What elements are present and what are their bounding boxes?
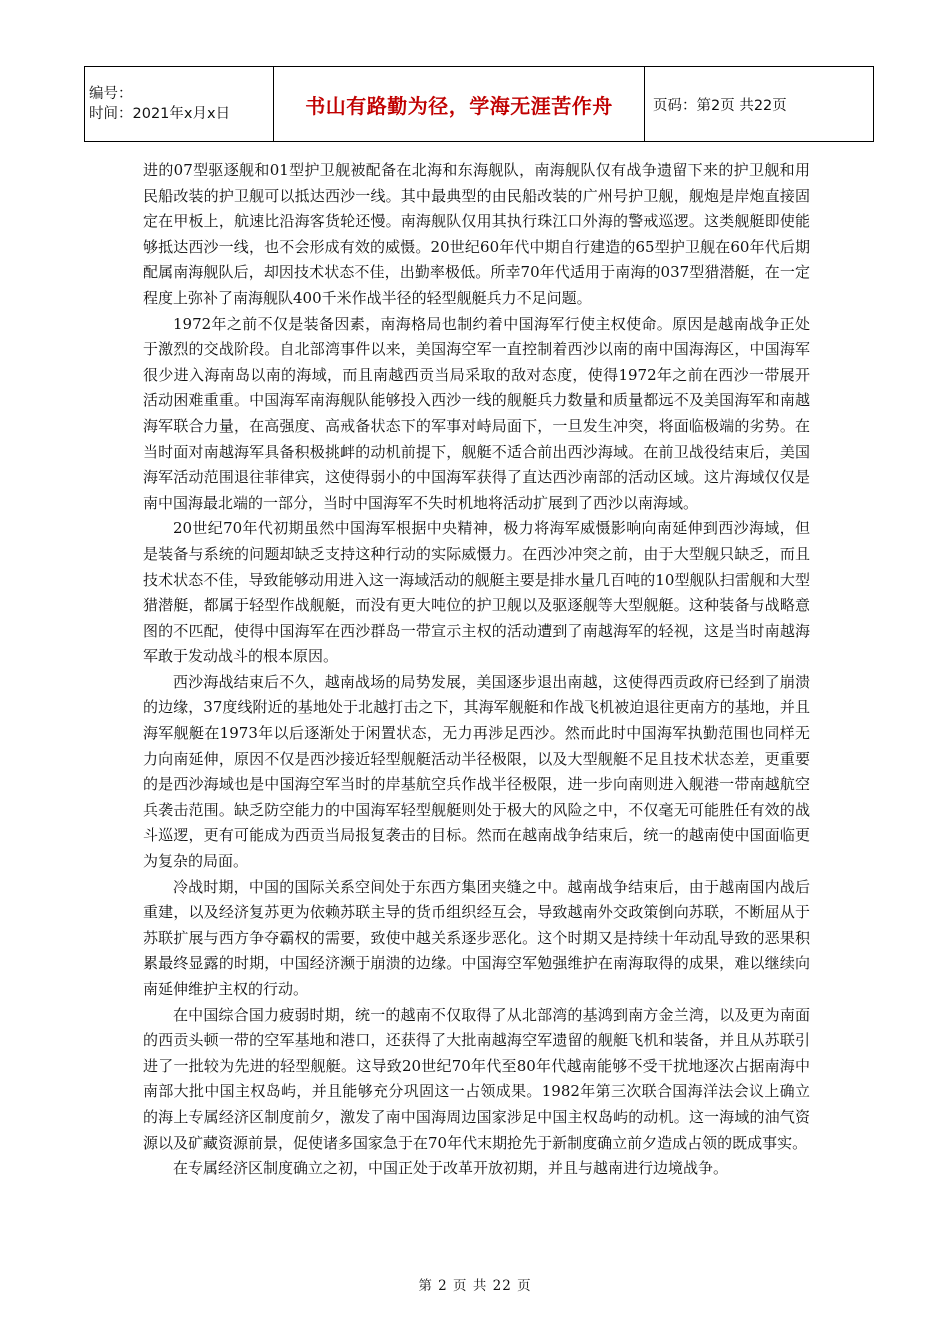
paragraph-1: 进的07型驱逐舰和01型护卫舰被配备在北海和东海舰队，南海舰队仅有战争遗留下来的护卫舰和用民船改装的护卫舰可以抵达西沙一线。其中最典型的由民船改装的广州号护卫舰，舰炮是岸炮直接固定在甲板上，航速比沿海客货轮还慢。南海舰队仅用其执行珠江口外海的警戒巡逻。这类舰艇即使能够抵达西沙一线，也不会形成有效的威慑。20世纪60年代中期自行建造的65型护卫舰在60年代后期配属南海舰队后，却因技术状态不佳，出勤率极低。所幸70年代适用于南海的037型猎潜艇，在一定程度上弥补了南海舰队400千米作战半径的轻型舰艇兵力不足问题。: [143, 161, 810, 307]
paragraph-3: 20世纪70年代初期虽然中国海军根据中央精神，极力将海军威慑影响向南延伸到西沙海域，但是装备与系统的问题却缺乏支持这种行动的实际威慑力。在西沙冲突之前，由于大型舰只缺乏，而且技术状态不佳，导致能够动用进入这一海域活动的舰艇主要是排水量几百吨的10型舰队扫雷舰和大型猎潜艇，都属于轻型作战舰艇，而没有更大吨位的护卫舰以及驱逐舰等大型舰艇。这种装备与战略意图的不匹配，使得中国海军在西沙群岛一带宣示主权的活动遭到了南越海军的轻视，这是当时南越海军敢于发动战斗的根本原因。: [143, 519, 810, 666]
header-page-cell: [645, 67, 874, 142]
body-text: [143, 158, 810, 1182]
paragraph-2: 1972年之前不仅是装备因素，南海格局也制约着中国海军行使主权使命。原因是越南战争正处于激烈的交战阶段。自北部湾事件以来，美国海空军一直控制着西沙以南的南中国海海区，中国海军很少进入海南岛以南的海域，而且南越西贡当局采取的敌对态度，使得1972年之前在西沙一带展开活动困难重重。中国海军南海舰队能够投入西沙一线的舰艇兵力数量和质量都远不及美国海军和南越海军联合力量，在高强度、高戒备状态下的军事对峙局面下，一旦发生冲突，将面临极端的劣势。在当时面对南越海军具备积极挑衅的动机前提下，舰艇不适合前出西沙海域。在前卫战役结束后，美国海军活动范围退往菲律宾，这使得弱小的中国海军获得了直达西沙南部的活动区域。这片海域仅仅是南中国海最北端的一部分，当时中国海军不失时机地将活动扩展到了西沙以南海域。: [143, 314, 810, 512]
paragraph-4: 西沙海战结束后不久，越南战场的局势发展，美国逐步退出南越，这使得西贡政府已经到了崩溃的边缘，37度线附近的基地处于北越打击之下，其海军舰艇和作战飞机被迫退往更南方的基地，并且海军舰艇在1973年以后逐渐处于闲置状态，无力再涉足西沙。然而此时中国海军执勤范围也同样无力向南延伸，原因不仅是西沙接近轻型舰艇活动半径极限，以及大型舰艇不足且技术状态差，更重要的是西沙海域也是中国海空军当时的岸基航空兵作战半径极限，进一步向南则进入舰港一带南越航空兵袭击范围。缺乏防空能力的中国海军轻型舰艇则处于极大的风险之中，不仅毫无可能胜任有效的战斗巡逻，更有可能成为西贡当局报复袭击的目标。然而在越南战争结束后，统一的越南使中国面临更为复杂的局面。: [143, 672, 810, 871]
document-number-label: 编号：: [89, 86, 133, 102]
document-date: 时间：2021年x月x日: [89, 106, 231, 122]
page-header: [84, 66, 874, 142]
header-motto: 书山有路勤为径，学海无涯苦作舟: [305, 93, 613, 118]
header-meta: [85, 67, 274, 142]
page-footer: 第 2 页 共 22 页: [418, 1278, 532, 1294]
paragraph-5: 冷战时期，中国的国际关系空间处于东西方集团夹缝之中。越南战争结束后，由于越南国内战后重建，以及经济复苏更为依赖苏联主导的货币组织经互会，导致越南外交政策倒向苏联，不断屈从于苏联扩展与西方争夺霸权的需要，致使中越关系逐步恶化。这个时期又是持续十年动乱导致的恶果积累最终显露的时期，中国经济濒于崩溃的边缘。中国海空军勉强维护在南海取得的成果，难以继续向南延伸维护主权的行动。: [143, 877, 810, 998]
header-page-info: 页码：第2页 共22页: [653, 97, 787, 114]
paragraph-7: 在专属经济区制度确立之初，中国正处于改革开放初期，并且与越南进行边境战争。: [173, 1159, 729, 1178]
header-motto-cell: [274, 67, 645, 142]
paragraph-6: 在中国综合国力疲弱时期，统一的越南不仅取得了从北部湾的基鸿到南方金兰湾，以及更为南面的西贡头顿一带的空军基地和港口，还获得了大批南越海空军遗留的舰艇飞机和装备，并且从苏联引进了一批较为先进的轻型舰艇。这导致20世纪70年代至80年代越南能够不受干扰地逐次占据南海中南部大批中国主权岛屿，并且能够充分巩固这一占领成果。1982年第三次联合国海洋法会议上确立的海上专属经济区制度前夕，激发了南中国海周边国家涉足中国主权岛屿的动机。这一海域的油气资源以及矿藏资源前景，促使诸多国家急于在70年代末期抢先于新制度确立前夕造成占领的既成事实。: [143, 1005, 810, 1152]
